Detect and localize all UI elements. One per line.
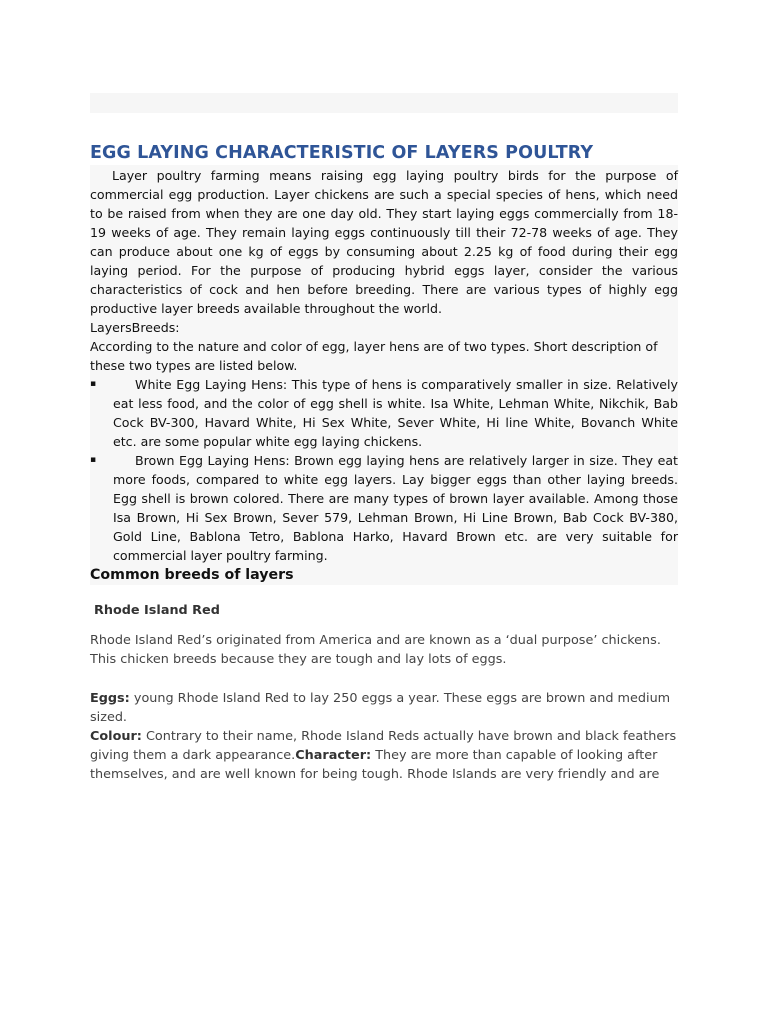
colour-text: Contrary to their name, Rhode Island Reds actually have brown and black feathers giving them a dark appearance. bbox=[90, 729, 677, 763]
bullet-text: White Egg Laying Hens: This type of hens is comparatively smaller in size. Relatively eat less food, and the color of egg shell is white. Isa White, Lehman White, Nikchik, Bab Cock BV-300, Havard White, Hi Sex White, Sever White, Hi line White, Bovanch White etc. are some popular white egg laying chickens. bbox=[113, 377, 678, 449]
intro-paragraph: Layer poultry farming means raising egg laying poultry birds for the purpose of commercial egg production. Layer chickens are such a special species of hens, which need to be raised from when they are one day old. They start laying eggs commercially from 18-19 weeks of age. They remain laying eggs continuously till their 72-78 weeks of age. They can produce about one kg of eggs by consuming about 2.25 kg of food during their egg laying period. For the purpose of producing hybrid eggs layer, consider the various characteristics of cock and hen before breeding. There are various types of highly egg productive layer breeds available throughout the world. bbox=[90, 168, 678, 316]
colour-label: Colour: bbox=[90, 729, 142, 744]
eggs-label: Eggs: bbox=[90, 691, 130, 706]
eggs-paragraph bbox=[90, 689, 680, 727]
document-title: EGG LAYING CHARACTERISTIC OF LAYERS POULTRY bbox=[90, 143, 594, 163]
colour-paragraph bbox=[90, 727, 680, 784]
character-text: They are more than capable of looking after themselves, and are well known for being tough. Rhode Islands are very friendly and are bbox=[90, 748, 660, 782]
layers-breeds-label: LayersBreeds: bbox=[90, 320, 180, 335]
square-bullet-icon: ▪ bbox=[90, 379, 97, 389]
origin-paragraph: Rhode Island Red’s originated from America and are known as a ‘dual purpose’ chickens. This chicken breeds because they are tough and lay lots of eggs. bbox=[90, 633, 661, 667]
character-label: Character: bbox=[295, 748, 372, 763]
header-band bbox=[90, 93, 678, 113]
square-bullet-icon: ▪ bbox=[90, 455, 97, 465]
layers-breeds-description: According to the nature and color of egg, layer hens are of two types. Short description of these two types are listed below. bbox=[90, 339, 658, 373]
bullet-text: Brown Egg Laying Hens: Brown egg laying hens are relatively larger in size. They eat more foods, compared to white egg layers. Lay bigger eggs than other laying breeds. Egg shell is brown colored. There are many types of brown layer available. Among those Isa Brown, Hi Sex Brown, Sever 579, Lehman Brown, Hi Line Brown, Bab Cock BV-380, Gold Line, Bablona Tetro, Bablona Harko, Havard Brown etc. are very suitable for commercial layer poultry farming. bbox=[113, 453, 678, 563]
common-breeds-heading: Common breeds of layers bbox=[90, 567, 294, 583]
breed-name-heading: Rhode Island Red bbox=[94, 603, 220, 618]
eggs-text: young Rhode Island Red to lay 250 eggs a year. These eggs are brown and medium sized. bbox=[90, 691, 671, 725]
